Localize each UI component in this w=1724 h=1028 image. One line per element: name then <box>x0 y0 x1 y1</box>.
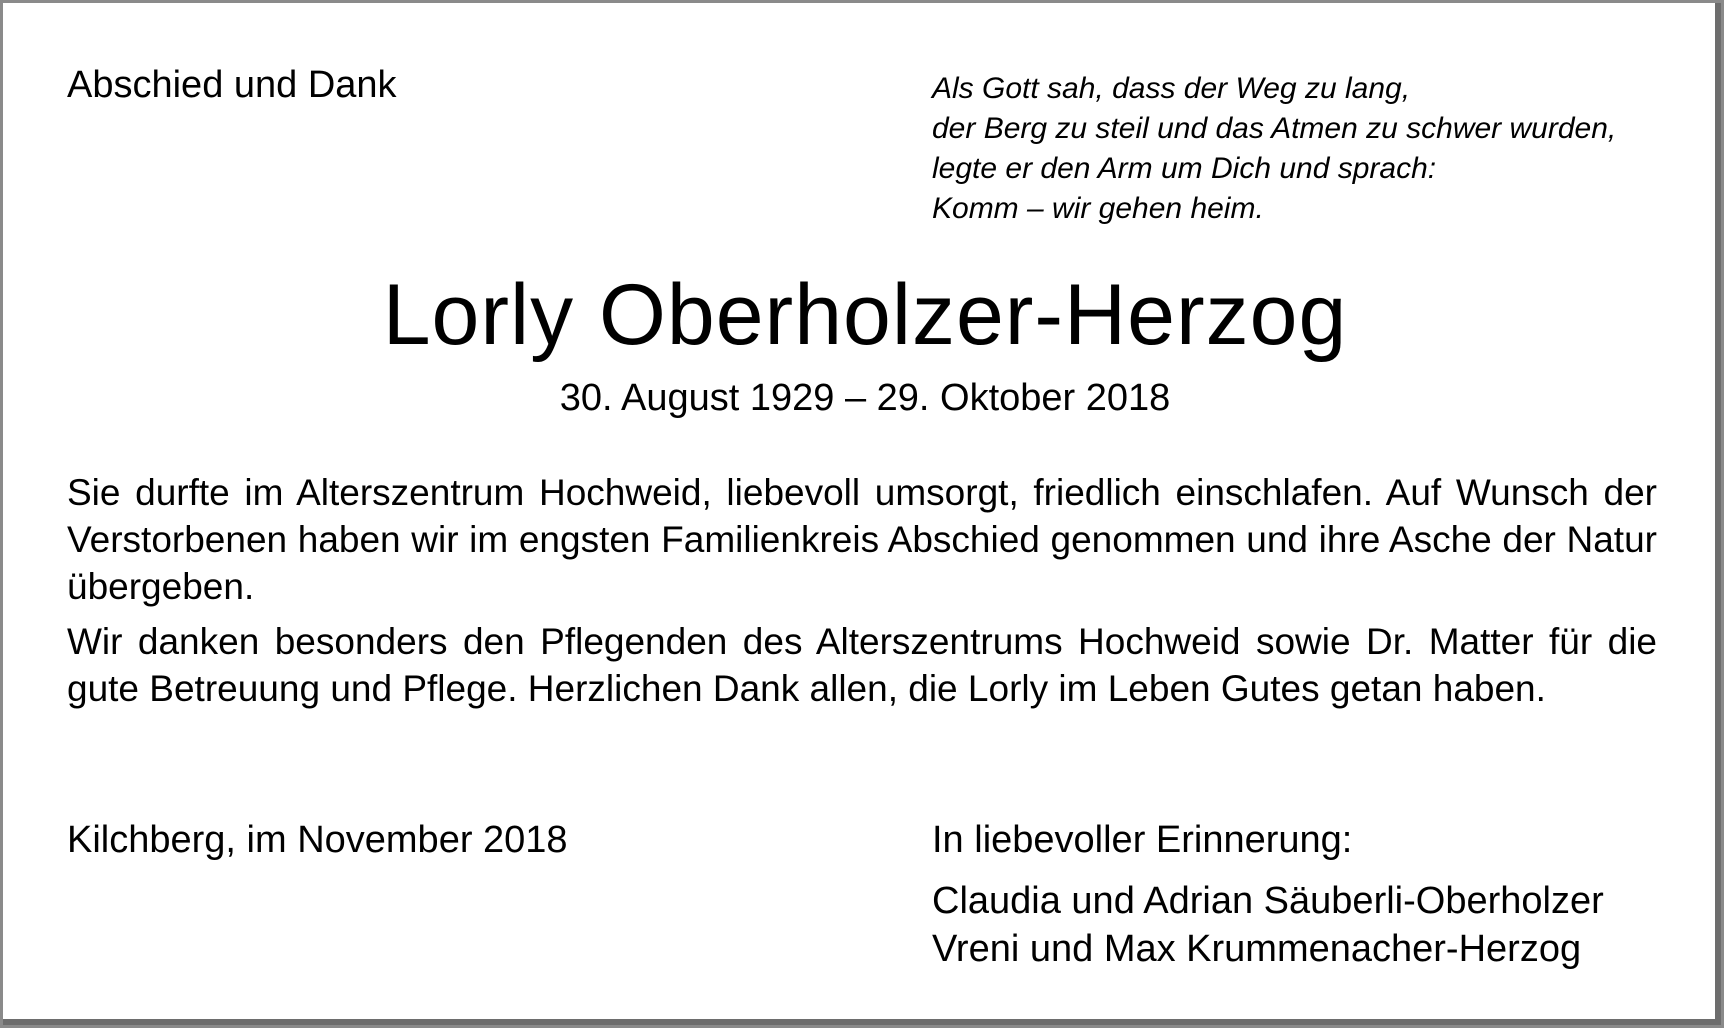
body-paragraph: Wir danken besonders den Pflegenden des Alterszentrums Hochweid sowie Dr. Matter für die gute Betreuung und Pflege. Herzlichen Dank allen, die Lorly im Leben Gutes getan haben. <box>67 621 1657 709</box>
notice-heading: Abschied und Dank <box>67 64 397 106</box>
obituary-notice <box>3 3 1721 1025</box>
poem-line: der Berg zu steil und das Atmen zu schwer wurden, <box>932 112 1617 145</box>
poem-line: legte er den Arm um Dich und sprach: <box>932 152 1437 185</box>
deceased-name: Lorly Oberholzer-Herzog <box>382 267 1348 363</box>
poem-block <box>932 69 1616 229</box>
body-paragraph: Sie durfte im Alterszentrum Hochweid, liebevoll umsorgt, friedlich einschlafen. Auf Wunsch der Verstorbenen haben wir im engsten Familienkreis Abschied genommen und ihre Asche der Natur übergeben. <box>67 472 1657 607</box>
poem-line: Als Gott sah, dass der Weg zu lang, <box>932 72 1411 105</box>
signer-name: Vreni und Max Krummenacher-Herzog <box>932 928 1582 970</box>
notice-body <box>67 469 1657 720</box>
signers-list <box>932 877 1604 973</box>
place-and-date: Kilchberg, im November 2018 <box>67 819 568 861</box>
poem-line: Komm – wir gehen heim. <box>932 192 1264 225</box>
memory-label: In liebevoller Erinnerung: <box>932 819 1353 861</box>
life-dates: 30. August 1929 – 29. Oktober 2018 <box>559 377 1171 419</box>
signer-name: Claudia und Adrian Säuberli-Oberholzer <box>932 880 1604 922</box>
